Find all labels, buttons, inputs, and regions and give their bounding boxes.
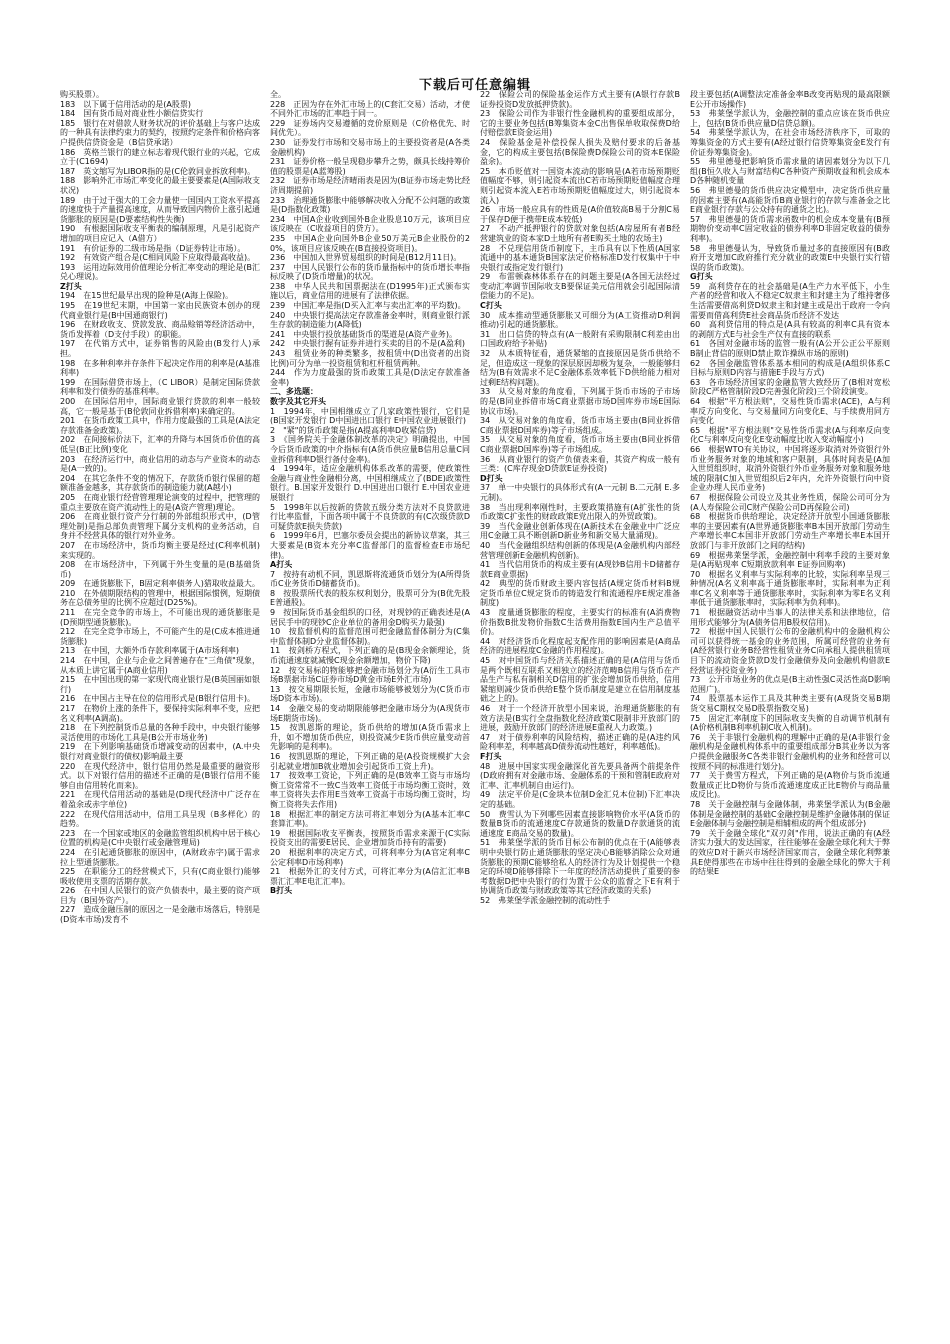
text-paragraph: 216 在中国占主导在位的信用形式是(B银行信用卡)。 xyxy=(60,694,255,704)
text-paragraph: 222 在现代信用活动中，信用工具呈现（B多样化）的趋势。 xyxy=(60,809,260,829)
text-paragraph: 23 保险公司作为非银行性金融机构的重要组成部分，它的主要业务包括(B筹集资本金C出售保单收取保费D给付赔偿款E资金运用) xyxy=(480,109,680,138)
text-paragraph: 207 在市场经济中，货币均衡主要是经过(C利率机制)来实现的。 xyxy=(60,540,260,560)
page-header-title: 下载后可任意编辑 xyxy=(418,78,531,93)
text-paragraph: 63 各市场经济国家的金融监管大致经历了(B相对宽松阶段C严格管制阶段D完善强化阶段)三个阶段演变。 xyxy=(690,377,890,397)
text-paragraph: 185 银行在对借款人财务状况的评价基础上与客户达成的一种具有法律约束力的契约，按照约定条件和价格向客户提供信贷资金是（B信贷承诺） xyxy=(60,118,260,147)
text-paragraph: 238 中华人民共和国票据法在(D1995年)正式颁布实施以后，商业信用的进展有了法律依据。 xyxy=(270,281,470,301)
text-paragraph: 全。 xyxy=(270,90,286,99)
text-paragraph: 243 租赁业务的种类繁多，按租赁中(D出资者的出资比例)可分为单一投资租赁和杠杆租赁两种。 xyxy=(270,349,470,368)
text-paragraph: 192 有效资产组合是(C相同风险下应取得最高收益)。 xyxy=(60,253,256,263)
text-paragraph: G打头 xyxy=(690,272,713,282)
text-paragraph: 11 按剑桥方程式，下列正确的是(B现金余额理论，货币流通速度就减慢C现金余额增加，物价下降) xyxy=(270,646,470,666)
text-paragraph: 221 在现代信用活动的基础是(D现代经济中广泛存在着盈余或赤字单位) xyxy=(60,790,260,809)
text-paragraph: 57 弗里德曼的货币需求函数中的机会成本变量有(B预期物价变动率C固定收益的债券利率D非固定收益的债券利率)。 xyxy=(690,214,890,243)
text-paragraph: 78 关于金融控制与金融体制，弗莱堡学派认为(B金融体制是金融控制的基础C金融控制是维护金融体制的保证E金融体制与金融控制是相辅相成的两个组成部分) xyxy=(690,799,890,829)
text-paragraph: 29 布雷顿森林体系存在的问题主要是(A各国无法经过变动汇率调节国际收支B要保证美元信用就会引起国际清偿能力的不足)。 xyxy=(480,272,680,301)
text-paragraph: 60 高利贷信用的特点是(A具有较高的利率C具有资本的剥削方式E与社会生产仅有直接的联系 xyxy=(690,320,890,339)
text-paragraph: 188 影响外汇市场汇率变化的最主要要素是(A国际收支状况) xyxy=(60,176,260,195)
text-paragraph: 231 证券价格一般呈现稳步攀升之势，颇具长线持筹价值的股票是(A蓝筹股) xyxy=(270,157,470,176)
text-paragraph: 219 在下列影响基础货币增减变动的因素中，(A.中央银行对商业银行的债权)影响最主要 xyxy=(60,742,260,761)
text-paragraph: D打头 xyxy=(480,473,503,483)
text-paragraph: 41 当代信用货币的构成主要有(A现钞B信用卡D储蓄存款E商业票据) xyxy=(480,560,680,579)
text-paragraph: 19 根据国际收支平衡表，按照货币需求来源于(C实际投资支出的需要E居民、企业增加货币持有的需要) xyxy=(270,828,470,848)
text-paragraph: 5 1998年以后按新的贷款五级分类方法对不良贷款进行比率监督，下面各项中属于不良贷款的有(C次级贷款D可疑贷款E损失贷款) xyxy=(270,502,470,531)
text-paragraph: 48 进展中国家实现金融深化首先要具备两个前提条件(D政府拥有对金融市场、金融体系的干预和管制E政府对汇率、汇率机制自由运行)。 xyxy=(480,761,680,790)
text-paragraph: 68 根据货币供给理论，决定经济开放型小国通货膨胀率的主要因素有(A世界通货膨胀率B本国开放部门劳动生产率增长率C本国非开放部门劳动生产率增长率E本国开放部门与非开放部门之间的结构) xyxy=(690,512,890,550)
text-paragraph: 13 按交易期限长短，金融市场能够被划分为(C货币市场D资本市场)。 xyxy=(270,684,470,704)
text-paragraph: 213 在中国，大额外币存款利率属于(A市场利率) xyxy=(60,646,239,656)
text-paragraph: 232 证券市场是经济晴雨表是因为(B证券市场走势比经济周期提前) xyxy=(270,176,470,195)
text-paragraph: 7 按持有动机不同，凯恩斯将流通货币划分为(A所得货币C业务货币D储蓄货币)。 xyxy=(270,569,470,589)
text-paragraph: 40 当代金融组织结构创新的体现是(A金融机构内部经营管理创新E金融机构创新)。 xyxy=(480,540,680,560)
text-paragraph: 44 对经济货币化程度起支配作用的影响因素是(A商品经济的进展程度C金融的作用程度)。 xyxy=(480,636,680,656)
text-paragraph: 42 典型的货币财政主要内容包括(A规定货币材料B规定货币单位C规定货币的铸造发行和流通程序E规定准备制度) xyxy=(480,579,680,608)
text-paragraph: 227 造成金融压制的原因之一是金融市场落后，特别是(D资本市场)发育不 xyxy=(60,905,260,925)
text-paragraph: 64 根据"平方根法则"，交易性货币需求(ACE)，A与利率反方向变化、与交易量同方向变化E、与手续费用同方向变化 xyxy=(690,397,890,426)
text-paragraph: 190 有根据国际收支平衡表的编制原理，凡是引起资产增加的项目应记入（A借方） xyxy=(60,224,260,243)
text-paragraph: 9 按国际货币基金组织的口径，对现钞的正确表述是(A居民手中的现钞C企业单位的备用金D购买力最强) xyxy=(270,608,470,627)
text-paragraph: 211 在完全竞争的市场上，不可能出现的通货膨胀是(D预期型通货膨胀)。 xyxy=(60,608,260,627)
text-paragraph: 226 在中国人民银行的资产负债表中，最主要的资产项目为（B国外资产）。 xyxy=(60,886,260,905)
text-paragraph: 65 根据"平方根法则"交易性货币需求(A与利率反向变化C与利率反向变化E变动幅度比收入变动幅度小) xyxy=(690,425,890,445)
text-paragraph: 210 在外债期限结构的管理中，根据国际惯例，短期债务在总债务里的比例不应超过(D25%)。 xyxy=(60,588,260,608)
text-paragraph: 25 本币贬值对一国资本流动的影响是(A若市场预期贬值幅度不够，则引起资本流出C若市场预期贬值幅度合理则引起资本流入E若市场预期贬值幅度过大，则引起资本流入) xyxy=(480,166,680,205)
text-paragraph: 218 在下列控制货币总量的各种手段中，中央银行能够灵活使用的市场化工具是(B公开市场业务) xyxy=(60,723,260,742)
text-paragraph: 237 中国人民银行公布的货币量指标中的货币增长率指标反映了(D货币增量)的状况。 xyxy=(270,262,470,282)
text-column-1 xyxy=(60,90,260,1330)
text-paragraph: 56 弗里德曼的货币供应决定模型中，决定货币供应量的因素主要有(A高能货币B商业银行的存款与准备金之比E商业银行存款与公众持有的通货之比)。 xyxy=(690,185,890,215)
text-paragraph: C打头 xyxy=(480,301,502,311)
text-paragraph: 236 中国加入世界贸易组织的时间是(B12月11日)。 xyxy=(270,253,462,263)
text-paragraph: 66 根据WTO有关协议，中国将逐步取消对外资银行外币业务服务对象的地域和客户限制，具体时间表是(A加入世贸组织时，取消外资银行外币业务服务对象和服务地域的限制C加入世贸组织后2年内，允许外资银行向中资企业办理人民币业务) xyxy=(690,444,890,493)
text-paragraph: 72 根据中国人民银行公布的金融机构中的金融机构公司可以获得统一基金的业务范围，所属可经营的业务有(A经营银行业务B经营性租赁业务C向承租人提供租赁项目下的流动资金贷款D发行金融债券及向金融机构借款E经营证券投资业务) xyxy=(690,627,890,675)
text-paragraph: 3 《国务院关于金融体制改革的决定》明确提出，中国今后货币政策的中介指标有(A货币供应量B信用总量C同业拆借利率D银行备付金率)。 xyxy=(270,435,470,464)
text-paragraph: 45 对中国货币与经济关系描述正确的是(A信用与货币是两个既相互联系又相独立的经济范畴B信用与货币在产品生产与私有制相关D信用的扩张会增加货币供给，信用紧缩则减少货币供给E整个货币制度是建立在信用制度基础之上的)。 xyxy=(480,656,680,704)
text-column-4 xyxy=(690,90,890,1330)
text-paragraph: 241 中央银行投放基础货币的渠道是(A资产业务)。 xyxy=(270,329,457,339)
text-paragraph: 46 对于一个经济开放型小国来说，治理通货膨胀的有效方法是(B实行全盘指数化经济政策C限制非开放部门的进展，鼓励开放部门的经济进展E重视人力政策。) xyxy=(480,704,680,733)
text-paragraph: 195 在19世纪末期，中国第一家由民族资本创办的现代商业银行是(B中国通商银行) xyxy=(60,301,260,320)
text-paragraph: 73 公开市场业务的优点是(B主动性强C灵活性高D影响范围广)。 xyxy=(690,675,890,694)
text-paragraph: 239 中国汇率是指(D买入汇率与卖出汇率的平均数)。 xyxy=(270,301,466,311)
text-paragraph: 205 在商业银行经营管理理论演变的过程中，把管理的重点主要放在资产流动性上的是(A资产管理)理论。 xyxy=(60,492,260,512)
text-paragraph: 214 在中国，企业与企业之间普遍存在"三角债"现象，从本质上讲它属于(A商业信用) xyxy=(60,656,260,675)
text-paragraph: 20 根据利率的决定方式，可将利率分为(A官定利率C公定利率D市场利率) xyxy=(270,847,470,867)
text-paragraph: 76 关于非银行金融机构的理解中正确的是(A非银行金融机构是金融机构体系中的重要组成部分B其业务以为客户提供金融服务C各类非银行金融机构的业务和经营可以按照不同的标准进行划分)。 xyxy=(690,732,890,771)
text-paragraph: 二、多选题： xyxy=(270,387,318,397)
text-paragraph: 204 在其它条件不变的情况下，存款货币银行保留的超额准备金越多，其存款货币的制造能力就(A越小) xyxy=(60,473,260,493)
text-paragraph: 35 从交易对象的角度看，货币市场主要由(B同业拆借C商业票据D国库券)等子市场组成。 xyxy=(480,435,680,454)
text-paragraph: 242 中央银行握有证券并进行买卖的目的不是(A盈利) xyxy=(270,339,465,349)
text-paragraph: 69 根据弗莱堡学派，金融控制中利率手段的主要对象是(A再贴现率 C短期放款利率 E证券回购率) xyxy=(690,550,890,570)
text-paragraph: 184 国有货币局对商业性小额信贷实行 xyxy=(60,109,204,119)
text-paragraph: 33 从交易对象的角度看，下列属于货币市场的子市场的是(B同业拆借市场C商业票据市场D国库券市场E国际协议市场)。 xyxy=(480,387,680,416)
text-paragraph: 240 中央银行提高法定存款准备金率时，则商业银行派生存款的制造能力(A降低) xyxy=(270,310,470,330)
text-paragraph: 31 出口信贷的特点有(A一般附有采购限制C利差由出口国政府给予补贴) xyxy=(480,329,680,349)
text-paragraph: 215 在中国出现的第一家现代商业银行是(B英国丽如银行) xyxy=(60,675,260,694)
text-paragraph: 34 从交易对象的角度看，货币市场主要由(B同业拆借C商业票据D国库券)等子市场组成。 xyxy=(480,416,680,435)
text-paragraph: 12 按交易标的物能够把金融市场划分为(A衍生工具市场B票据市场C证券市场D黄金市场E外汇市场) xyxy=(270,665,470,685)
text-paragraph: 26 市场一般应具有的性质是(A价值较高B易于分割C易于保存D便于携带E成本较低) xyxy=(480,205,680,224)
text-paragraph: 189 由于过于强大的工会力量使一国国内工资水平提高的速度快于产量提高速度，从而导致国内物价上涨引起通货膨胀的原因是(D要素结构性失衡) xyxy=(60,195,260,224)
text-paragraph: 43 度量通货膨胀的程度，主要实行的标准有(A消费物价指数B批发物价指数C生活费用指数E国内生产总值平价)。 xyxy=(480,608,680,637)
text-paragraph: 187 英文缩写为LIBOR指的是(C伦敦同业拆放利率)。 xyxy=(60,166,256,176)
text-paragraph: 199 在国际借贷市场上，（C LIBOR）是制定国际贷款利率和发行债券的基准利率。 xyxy=(60,377,260,397)
text-paragraph: 212 在完全竞争市场上，不可能产生的是(C成本推进通货膨胀) xyxy=(60,627,260,646)
text-paragraph: 233 治理通货膨胀中能够解决收入分配不公问题的政策是(D指数化政策) xyxy=(270,195,470,215)
text-paragraph: 51 弗莱堡学派的货币目标公布制的优点在于(A能够表明中央银行防止通货膨胀的坚定决心B能够消除公众对通货膨胀的预期C能够给私人的经济行为及计划提供一个稳定的环境D能够排除下一年度的经济活动提供了重要的参考数据D把中央银行的行为置于公众的监督之下E有利于协调货币政策与财政政策等其它经济政策的关系) xyxy=(480,838,680,896)
text-paragraph: 2 "紧"的货币政策是指(A提高利率D收紧信贷) xyxy=(270,425,437,435)
text-paragraph: 1 1994年，中国相继成立了几家政策性银行，它们是(B国家开发银行 D中国进出口银行 E中国农业进展银行) xyxy=(270,406,470,426)
text-paragraph: 38 当出现利率刚性时，主要政策措施有(A扩张性的货币政策C扩张性的财政政策E党出限入的外贸政策)。 xyxy=(480,502,680,522)
text-paragraph: 58 弗里德曼认为，导致货币量过多的直接原因有(B政府开支增加C政府推行充分就业的政策E中央银行实行错误的货币政策)。 xyxy=(690,243,890,272)
text-paragraph: 220 在现代经济中，银行信用仍然是最重要的融资形式。以下对银行信用的描述不正确的是(B银行信用不能够自由信用转化而来)。 xyxy=(60,761,260,790)
text-paragraph: 223 在一个国家或地区的金融监管组织机构中居于核心位置的机构是(C中央银行或金融管理局) xyxy=(60,828,260,848)
text-paragraph: 191 有价证券的二级市场是指（D证券转让市场）。 xyxy=(60,243,246,253)
text-paragraph: 8 按股票所代表的股东权利划分，股票可分为(B优先股E普通股)。 xyxy=(270,588,470,608)
text-paragraph: 16 按凯恩斯的理论，下列正确的是(A投资规模扩大会引起就业增加B就业增加会引起货币工资上升)。 xyxy=(270,751,470,771)
text-paragraph: 段主要包括(A调整法定准备金率B改变再贴现的最高限额E公开市场操作) xyxy=(690,90,890,109)
text-paragraph: 196 在财政收支、贷款发放、商品赊销等经济活动中，货币发挥着（D支付手段）的职能。 xyxy=(60,320,260,339)
text-paragraph: 79 关于金融全球化"双刃剑"作用，说法正确的有(A经济实力强大的发达国家，往往能够在金融全球化利大于弊的效应D对于新兴市场经济国家而言，金融全球化利弊兼具E使得那些在市场中往往得到的金融全球化的弊大于利的结果E xyxy=(690,828,890,877)
text-paragraph: 200 在国际信用中，国际商业银行贷款的利率一般较高，它一般是基于(B伦敦同业拆借利率)来确定的。 xyxy=(60,397,260,416)
text-paragraph: 17 按效率工资论，下列正确的是(B效率工资与市场均衡工资常常不一致C当效率工资低于市场均衡工资时，效率工资将失去作用E当效率工资高于市场均衡工资时，均衡工资将失去作用) xyxy=(270,771,470,809)
text-paragraph: 18 根据汇率的制定方法可将汇率划分为(A基本汇率C套算汇率)。 xyxy=(270,809,470,829)
text-paragraph: 28 不兑现信用货币制度下，主币具有以下性质(A国家流通中的基本通货B国家法定价格标准D发行权集中于中央银行或指定发行银行) xyxy=(480,243,680,272)
text-paragraph: 27 不动产抵押银行的贷款对象包括(A房屋所有者B经营建筑业的资本家D土地所有者E购买土地的农场主) xyxy=(480,224,680,243)
text-paragraph: 购买股票）。 xyxy=(60,90,104,99)
text-paragraph: 77 关于费雪方程式，下列正确的是(A物价与货币流通数量成正比D物价与货币流通速度成正比E物价与商品量成反比)。 xyxy=(690,771,890,800)
text-paragraph: 10 按监督机构的监督范围可把金融监督体制分为(C集中监督体制D分业监督体制)。 xyxy=(270,627,470,646)
text-paragraph: 53 弗莱堡学派认为，金融控制的重点应该在货币供应上，包括(B货币供应量D信贷总额)。 xyxy=(690,109,890,128)
text-paragraph: 244 作为力度最强的货币政策工具是(D法定存款准备金率) xyxy=(270,368,470,387)
text-paragraph: 183 以下属于信用活动的是(A股票) xyxy=(60,99,191,109)
text-paragraph: 224 在引起通货膨胀的原因中，(A财政赤字)属于需求拉上型通货膨胀。 xyxy=(60,847,260,867)
text-paragraph: 225 在职能分工的经营模式下，只有(C商业银行)能够吸收使用支票的活期存款。 xyxy=(60,867,260,886)
text-paragraph: 201 在货币政策工具中，作用力度最强的工具是(A法定存款准备金政策)。 xyxy=(60,416,260,435)
text-paragraph: 70 根据名义利率与实际利率的比较，实际利率呈现三种情况(A名义利率高于通货膨胀率时，实际利率为正利率C名义利率等于通货膨胀率时，实际利率为零E名义利率低于通货膨胀率时，实际利率为负利率)。 xyxy=(690,569,890,608)
text-paragraph: 75 固定汇率制度下的国际收支失衡的自动调节机制有(A价格机制B利率机制C收入机制)。 xyxy=(690,713,890,733)
text-paragraph: 数字及其它开头 xyxy=(270,397,326,406)
text-paragraph: 4 1994年，适应金融机构体系改革的需要，使政策性金融与商业性金融相分离，中国相继成立了(BDE)政策性银行。B.国家开发银行 D.中国进出口银行 E.中国农业进展银行 xyxy=(270,464,470,502)
text-paragraph: 228 正因为存在外汇市场上的(C套汇交易）活动，才使不同外汇市场的汇率趋于同一。 xyxy=(270,99,470,119)
text-paragraph: 203 在经济运行中，商业信用的动态与产业资本的动态是(A一致的)。 xyxy=(60,454,260,474)
text-paragraph: 55 弗里德曼把影响货币需求量的诸因素划分为以下几组(B恒久收入与财富结构C各种资产预期收益和机会成本D各种随机变量 xyxy=(690,157,890,186)
text-column-2 xyxy=(270,90,470,1330)
text-paragraph: 62 各国金融监管体系基本相同的构成是(A组织体系C目标与原则D内容与措施E手段与方式) xyxy=(690,358,890,378)
text-paragraph: 50 费雪认为下列哪些因素直接影响物价水平(A货币的数量B货币的流通速度C存款通货的数量D存款通货的流通速度 E商品交易的数量)。 xyxy=(480,809,680,838)
text-paragraph: A打头 xyxy=(270,560,293,570)
text-paragraph: B打头 xyxy=(270,886,293,896)
text-paragraph: 21 根据外汇的支付方式，可将汇率分为(A信汇汇率B票汇汇率E电汇汇率)。 xyxy=(270,867,470,886)
text-paragraph: 47 对于债券利率的风险结构，描述正确的是(A违约风险利率差，利率越高D债券流动性越好，利率越低)。 xyxy=(480,732,680,752)
text-paragraph: 32 从本质特征看，通货紧缩的直接原因是货币供给不足，但造成这一现象的深层原因却极为复杂，一般能够归结为(B有效需求不足C金融体系效率低下D供给能力相对过剩E结构问题)。 xyxy=(480,349,680,387)
text-paragraph: 49 法定平价是(C金块本位制D金汇兑本位制)下汇率决定的基础。 xyxy=(480,790,680,809)
text-paragraph: 234 中国A企业收到国外B企业股息10万元，该项目应该反映在（C收益项目的贷方）。 xyxy=(270,214,470,234)
text-paragraph: 229 证券场内交易遵循的竞价原则是（C价格优先、时间优先）。 xyxy=(270,118,470,138)
text-paragraph: 39 当代金融业创新体现在(A新技术在金融业中广泛应用C金融工具不断创新D新业务和新交易大量涌现)。 xyxy=(480,521,680,541)
text-paragraph: 37 单一中央银行的具体形式有(A一元制 B.二元制 E.多元制)。 xyxy=(480,483,680,502)
text-paragraph: 59 高利贷存在的社会基础是(A生产力水平低下，小生产者的经营和收入不稳定C奴隶主和封建主为了维持奢侈生活需要借高利贷D奴隶主和封建主或是出于政府一令向需要而借高利贷E社会商品货币经济不发达 xyxy=(690,281,890,320)
text-paragraph: 197 在代销方式中，证券销售的风险由(B发行人)承担。 xyxy=(60,339,260,359)
text-paragraph: 24 保险基金是补偿投保人损失及赔付要求的后备基金，它的构成主要包括(B保险费D保险公司的资本E保险盈余)。 xyxy=(480,137,680,167)
text-paragraph: 194 在15世纪最早出现的险种是(A海上保险)。 xyxy=(60,291,234,301)
text-paragraph: 202 在间接标价法下，汇率的升降与本国货币价值的高低呈(B正比例)变化 xyxy=(60,435,260,454)
text-paragraph: 14 金融交易的变动期限能够把金融市场分为(A现货市场E期货市场)。 xyxy=(270,704,470,723)
text-column-3 xyxy=(480,90,680,1330)
text-paragraph: 74 股票基本运作工具及其种类主要有(A现货交易B期货交易C期权交易D股票指数交易) xyxy=(690,694,890,713)
text-paragraph: 22 保险公司的保险基金运作方式主要有(A银行存款B证券投资D发放抵押贷款)。 xyxy=(480,90,680,109)
document-body xyxy=(60,90,890,1330)
text-paragraph: 15 按凯恩斯的理论，货币供给的增加(A货币需求上升，如不增加货币供应，则投资减少E货币供应量变动首先影响的是利率)。 xyxy=(270,723,470,752)
text-paragraph: 206 在商业银行资产分行制的外部组织形式中，(D管理处制)是指总部负责管理下属分支机构的业务活动，自身并不经营具体的银行对外业务。 xyxy=(60,512,260,541)
text-paragraph: 209 在通货膨胀下，B固定利率债务人)猎取收益最大。 xyxy=(60,579,260,589)
text-paragraph: 6 1999年6月，巴塞尔委员会提出的新协议草案，其三大要素是(B资本充分率C监督部门的监督检查E市场纪律)。 xyxy=(270,531,470,560)
text-paragraph: 186 英格兰银行的建立标志着现代银行业的兴起，它成立于(C1694) xyxy=(60,147,260,167)
text-paragraph: 230 证券发行市场和交易市场上的主要投资者是(A各类金融机构) xyxy=(270,137,470,157)
text-paragraph: 30 成本推动型通货膨胀又可细分为(A工资推动D利润推动)引起的通货膨胀。 xyxy=(480,310,680,330)
text-paragraph: 36 从商业银行的资产负债表来看，其资产构成一般有三类：(C库存现金D贷款E证券投资) xyxy=(480,454,680,474)
text-paragraph: 217 在物价上涨的条件下，要保持实际利率不变，应把名义利率(A调高)。 xyxy=(60,704,260,723)
text-paragraph: 67 根据保险公司设立及其业务性质，保险公司可分为(A人寿保险公司C财产保险公司D再保险公司) xyxy=(690,492,890,512)
text-paragraph: 61 各国对金融市场的监管一般有(A公开公正公平原则B制止背信的原则D禁止欺诈操纵市场的原则) xyxy=(690,339,890,359)
text-paragraph: 208 在市场经济中，下列属于外生变量的是(B基础货币) xyxy=(60,560,260,579)
text-paragraph: 235 中国A企业向国外B企业50万美元B企业股份的20%，该项目应该反映在(B直接投资项目)。 xyxy=(270,233,470,253)
text-paragraph: Z打头 xyxy=(60,281,82,291)
text-paragraph: F打头 xyxy=(480,751,502,761)
text-paragraph: 198 在多种利率并存条件下起决定作用的利率是(A基准利率) xyxy=(60,358,260,378)
text-paragraph: 71 根据融资活动中当事人的法律关系和法律地位，信用形式能够分为(A债务信用B股权信用)。 xyxy=(690,608,890,627)
text-paragraph: 54 弗莱堡学派认为，在社会市场经济秩序下，可取的筹集资金的方式主要有(A经过银行信贷筹集资金E发行有价证券筹集资金)。 xyxy=(690,128,890,157)
text-paragraph: 193 运用边际效用价值理论分析汇率变动的理论是(B汇兑心理说)。 xyxy=(60,262,260,282)
text-paragraph: 52 弗莱堡学派金融控制的流动性手 xyxy=(480,895,611,905)
